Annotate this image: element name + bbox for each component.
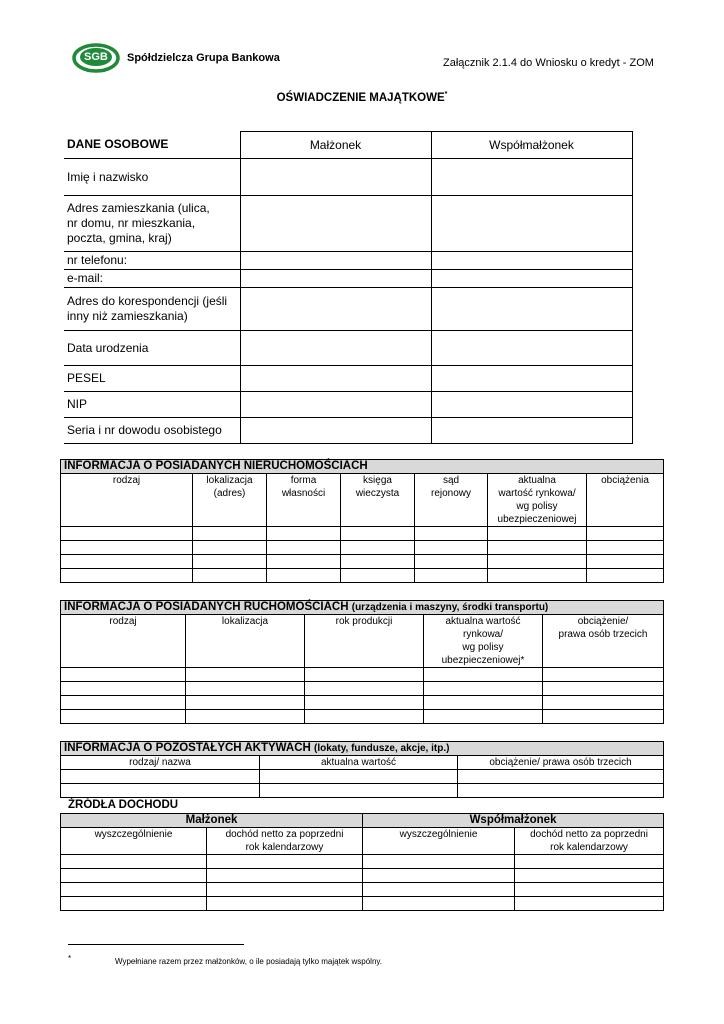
table-cell[interactable]	[267, 569, 341, 583]
table-cell[interactable]	[515, 897, 664, 911]
movables-title-text: INFORMACJA O POSIADANYCH RUCHOMOŚCIACH	[64, 601, 349, 613]
movables-subtitle: (urządzenia i maszyny, środki transportu)	[351, 602, 549, 613]
table-cell[interactable]	[587, 555, 664, 569]
table-cell[interactable]	[305, 696, 424, 710]
table-cell[interactable]	[61, 855, 207, 869]
table-cell[interactable]	[543, 710, 664, 724]
table-cell[interactable]	[61, 555, 193, 569]
table-cell[interactable]	[363, 897, 515, 911]
table-cell[interactable]	[424, 682, 543, 696]
table-cell[interactable]	[488, 541, 587, 555]
table-cell[interactable]	[61, 668, 186, 682]
table-cell[interactable]	[207, 869, 363, 883]
table-cell[interactable]	[267, 555, 341, 569]
col-header: lokalizacja (adres)	[193, 474, 267, 527]
table-cell[interactable]	[267, 527, 341, 541]
section-personal-data: DANE OSOBOWE	[67, 137, 169, 152]
income-table	[60, 813, 664, 911]
col-header: wyszczególnienie	[363, 828, 515, 855]
input-cell[interactable]	[240, 392, 431, 418]
row-label: Seria i nr dowodu osobistego	[64, 418, 240, 444]
input-cell[interactable]	[240, 196, 431, 252]
bank-name: Spółdzielcza Grupa Bankowa	[127, 52, 280, 64]
sgb-logo	[72, 42, 124, 74]
table-cell[interactable]	[515, 855, 664, 869]
col-header: wyszczególnienie	[61, 828, 207, 855]
input-cell[interactable]	[431, 366, 632, 392]
table-cell[interactable]	[305, 682, 424, 696]
table-cell[interactable]	[488, 527, 587, 541]
col-header: rodzaj/ nazwa	[61, 756, 260, 770]
row-label: Adres do korespondencji (jeśli inny niż zamieszkania)	[64, 288, 240, 331]
col-co-spouse: Współmałżonek	[431, 132, 632, 159]
attachment-label: Załącznik 2.1.4 do Wniosku o kredyt - ZOM	[443, 57, 654, 69]
table-cell[interactable]	[260, 770, 458, 784]
table-cell[interactable]	[543, 682, 664, 696]
row-label: Adres zamieszkania (ulica, nr domu, nr mieszkania, poczta, gmina, kraj)	[64, 196, 240, 252]
input-cell[interactable]	[431, 418, 632, 444]
table-cell[interactable]	[305, 668, 424, 682]
input-cell[interactable]	[431, 159, 632, 196]
table-cell[interactable]	[267, 541, 341, 555]
table-cell[interactable]	[193, 569, 267, 583]
table-cell[interactable]	[488, 555, 587, 569]
table-cell[interactable]	[415, 541, 488, 555]
real-estate-table	[60, 459, 664, 583]
col-header: aktualna wartość rynkowa/ wg polisy ubezpieczeniowej	[488, 474, 587, 527]
table-cell[interactable]	[61, 569, 193, 583]
col-header: rodzaj	[61, 474, 193, 527]
table-cell[interactable]	[424, 710, 543, 724]
real-estate-title: INFORMACJA O POSIADANYCH NIERUCHOMOŚCIACH	[61, 460, 664, 474]
table-cell[interactable]	[61, 770, 260, 784]
table-cell[interactable]	[341, 569, 415, 583]
movables-table	[60, 600, 664, 724]
table-cell[interactable]	[587, 527, 664, 541]
footnote-mark: *	[68, 954, 72, 963]
title-text: OŚWIADCZENIE MAJĄTKOWE	[276, 91, 445, 104]
table-cell[interactable]	[515, 883, 664, 897]
table-cell[interactable]	[341, 541, 415, 555]
table-cell[interactable]	[543, 696, 664, 710]
table-cell[interactable]	[207, 855, 363, 869]
table-cell[interactable]	[61, 883, 207, 897]
table-cell[interactable]	[424, 696, 543, 710]
input-cell[interactable]	[240, 159, 431, 196]
input-cell[interactable]	[240, 288, 431, 331]
row-label: NIP	[64, 392, 240, 418]
other-assets-title	[61, 742, 664, 756]
footnote-divider	[68, 944, 244, 945]
col-header: dochód netto za poprzedni rok kalendarzowy	[207, 828, 363, 855]
income-group-co-spouse: Współmałżonek	[363, 814, 664, 828]
col-header: dochód netto za poprzedni rok kalendarzowy	[515, 828, 664, 855]
table-cell[interactable]	[61, 897, 207, 911]
col-header: aktualna wartość	[260, 756, 458, 770]
table-cell[interactable]	[363, 883, 515, 897]
input-cell[interactable]	[240, 366, 431, 392]
table-cell[interactable]	[363, 869, 515, 883]
table-cell[interactable]	[515, 869, 664, 883]
col-header: lokalizacja	[186, 615, 305, 668]
table-cell[interactable]	[458, 784, 664, 798]
col-header: rok produkcji	[305, 615, 424, 668]
col-header: forma własności	[267, 474, 341, 527]
table-cell[interactable]	[341, 555, 415, 569]
table-cell[interactable]	[458, 770, 664, 784]
row-label: Imię i nazwisko	[64, 159, 240, 196]
input-cell[interactable]	[431, 252, 632, 270]
table-cell[interactable]	[61, 541, 193, 555]
input-cell[interactable]	[240, 252, 431, 270]
table-cell[interactable]	[193, 555, 267, 569]
input-cell[interactable]	[240, 418, 431, 444]
table-cell[interactable]	[61, 710, 186, 724]
table-cell[interactable]	[415, 569, 488, 583]
table-cell[interactable]	[193, 527, 267, 541]
table-cell[interactable]	[61, 696, 186, 710]
table-cell[interactable]	[186, 668, 305, 682]
table-cell[interactable]	[186, 696, 305, 710]
income-title: ŹRÓDŁA DOCHODU	[68, 799, 179, 811]
table-cell[interactable]	[193, 541, 267, 555]
row-label: Data urodzenia	[64, 331, 240, 366]
table-cell[interactable]	[260, 784, 458, 798]
table-cell[interactable]	[415, 555, 488, 569]
table-cell[interactable]	[305, 710, 424, 724]
table-cell[interactable]	[61, 527, 193, 541]
page-title	[0, 91, 724, 104]
table-cell[interactable]	[587, 569, 664, 583]
row-label: nr telefonu:	[64, 252, 240, 270]
row-label: e-mail:	[64, 270, 240, 288]
table-cell[interactable]	[363, 855, 515, 869]
col-header: księga wieczysta	[341, 474, 415, 527]
table-cell[interactable]	[186, 710, 305, 724]
input-cell[interactable]	[431, 392, 632, 418]
other-assets-subtitle: (lokaty, fundusze, akcje, itp.)	[314, 743, 450, 754]
col-header: obciążenie/ prawa osób trzecich	[458, 756, 664, 770]
footnote-text: Wypełniane razem przez małżonków, o ile posiadają tylko majątek wspólny.	[115, 957, 383, 966]
logo-text: SGB	[84, 51, 108, 63]
input-cell[interactable]	[240, 331, 431, 366]
movables-title	[61, 601, 664, 615]
table-cell[interactable]	[341, 527, 415, 541]
table-cell[interactable]	[587, 541, 664, 555]
col-header: rodzaj	[61, 615, 186, 668]
input-cell[interactable]	[431, 331, 632, 366]
table-cell[interactable]	[186, 682, 305, 696]
table-cell[interactable]	[543, 668, 664, 682]
table-cell[interactable]	[61, 869, 207, 883]
col-header: obciążenie/ prawa osób trzecich	[543, 615, 664, 668]
input-cell[interactable]	[431, 270, 632, 288]
table-cell[interactable]	[207, 883, 363, 897]
table-cell[interactable]	[207, 897, 363, 911]
col-header: aktualna wartość rynkowa/ wg polisy ubezpieczeniowej*	[424, 615, 543, 668]
col-header: sąd rejonowy	[415, 474, 488, 527]
input-cell[interactable]	[240, 270, 431, 288]
input-cell[interactable]	[431, 196, 632, 252]
income-group-spouse: Małżonek	[61, 814, 363, 828]
table-cell[interactable]	[488, 569, 587, 583]
title-footnote-mark: *	[444, 91, 448, 98]
table-cell[interactable]	[415, 527, 488, 541]
col-header: obciążenia	[587, 474, 664, 527]
input-cell[interactable]	[431, 288, 632, 331]
table-cell[interactable]	[61, 682, 186, 696]
other-assets-table	[60, 741, 664, 798]
other-assets-title-text: INFORMACJA O POZOSTAŁYCH AKTYWACH	[64, 742, 311, 754]
personal-data-table	[64, 131, 633, 444]
table-cell[interactable]	[424, 668, 543, 682]
table-cell[interactable]	[61, 784, 260, 798]
row-label: PESEL	[64, 366, 240, 392]
col-spouse: Małżonek	[240, 132, 431, 159]
